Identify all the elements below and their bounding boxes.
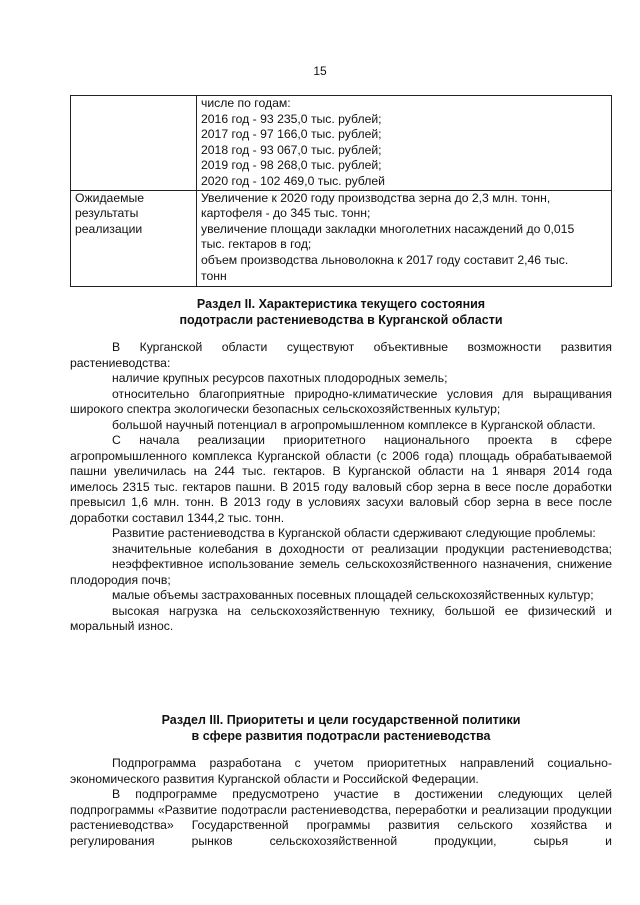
paragraph: В Курганской области существуют объективные возможности развития растениеводства: — [70, 340, 612, 370]
cell-line: 2016 год - 93 235,0 тыс. рублей; — [201, 111, 382, 126]
cell-line: картофеля - до 345 тыс. тонн; — [201, 206, 371, 221]
row-value — [197, 96, 612, 191]
page-number: 15 — [313, 64, 327, 78]
row-label-line: Ожидаемые — [75, 190, 145, 205]
cell-line: 2018 год - 93 067,0 тыс. рублей; — [201, 142, 382, 157]
cell-line: Увеличение к 2020 году производства зерна до 2,3 млн. тонн, — [201, 190, 551, 205]
cell-line: увеличение площади закладки многолетних насаждений до 0,015 — [201, 221, 575, 236]
row-label — [71, 96, 197, 191]
cell-line: объем производства льноволокна к 2017 году составит 2,46 тыс. — [201, 252, 569, 267]
paragraph: Развитие растениеводства в Курганской области сдерживают следующие проблемы: — [112, 526, 596, 540]
paragraph: значительные колебания в доходности от реализации продукции растениеводства; — [112, 541, 612, 556]
section-3-heading — [70, 712, 612, 744]
section-3-title-line: в сфере развития подотрасли растениеводства — [191, 729, 491, 743]
cell-line: 2020 год - 102 469,0 тыс. рублей — [201, 173, 385, 188]
row-value — [197, 190, 612, 286]
paragraph: малые объемы застрахованных посевных площадей сельскохозяйственных культур; — [112, 588, 594, 602]
table-row — [71, 190, 612, 286]
section-2-body — [70, 340, 612, 635]
paragraph: Подпрограмма разработана с учетом приоритетных направлений социально-экономического развития Курганской области и Российской Федерации. — [70, 756, 612, 786]
paragraph: большой научный потенциал в агропромышленном комплексе в Курганской области. — [112, 417, 596, 432]
paragraph: В подпрограмме предусмотрено участие в достижении следующих целей подпрограммы «Развитие подотрасли растениеводства, переработки и реализации продукции растениеводства» Государственной программы развития сельского хозяйства и регулирования рынков сельскохозяйственной продукции, сырья и — [70, 787, 612, 848]
paragraph: высокая нагрузка на сельскохозяйственную технику, большой ее физический и моральный износ. — [70, 603, 612, 633]
cell-line: тыс. гектаров в год; — [201, 237, 312, 252]
paragraph: С начала реализации приоритетного национального проекта в сфере агропромышленного комплекса Курганской области (с 2006 года) площадь обрабатываемой пашни увеличилась на 244 тыс. гектаров. В Курганской области на 1 января 2014 года имелось 2315 тыс. гектаров пашни. В 2015 году валовый сбор зерна в весе после доработки превысил 1,6 млн. тонн. В 2013 году в условиях засухи валовый сбор зерна в весе после доработки составил 1344,2 тыс. тонн. — [70, 433, 612, 525]
row-label — [71, 190, 197, 286]
paragraph: относительно благоприятные природно-климатические условия для выращивания широкого спектра экологически безопасных сельскохозяйственных культур; — [70, 386, 612, 416]
cell-line: тонн — [201, 268, 227, 283]
section-2-heading — [70, 296, 612, 328]
row-label-line: результаты — [75, 206, 139, 221]
row-label-line: реализации — [75, 221, 143, 236]
cell-line: 2019 год - 98 268,0 тыс. рублей; — [201, 158, 382, 173]
section-3-title-line: Раздел III. Приоритеты и цели государственной политики — [161, 713, 521, 727]
cell-line: 2017 год - 97 166,0 тыс. рублей; — [201, 127, 382, 142]
program-passport-table — [70, 95, 612, 287]
section-3-body — [70, 756, 612, 849]
section-2-title-line: Раздел II. Характеристика текущего состояния — [196, 297, 486, 311]
cell-line: числе по годам: — [201, 96, 291, 110]
paragraph: неэффективное использование земель сельскохозяйственного назначения, снижение плодородия почв; — [70, 557, 612, 587]
table-row — [71, 96, 612, 191]
section-2-title-line: подотрасли растениеводства в Курганской области — [179, 313, 503, 327]
paragraph: наличие крупных ресурсов пахотных плодородных земель; — [112, 371, 448, 385]
